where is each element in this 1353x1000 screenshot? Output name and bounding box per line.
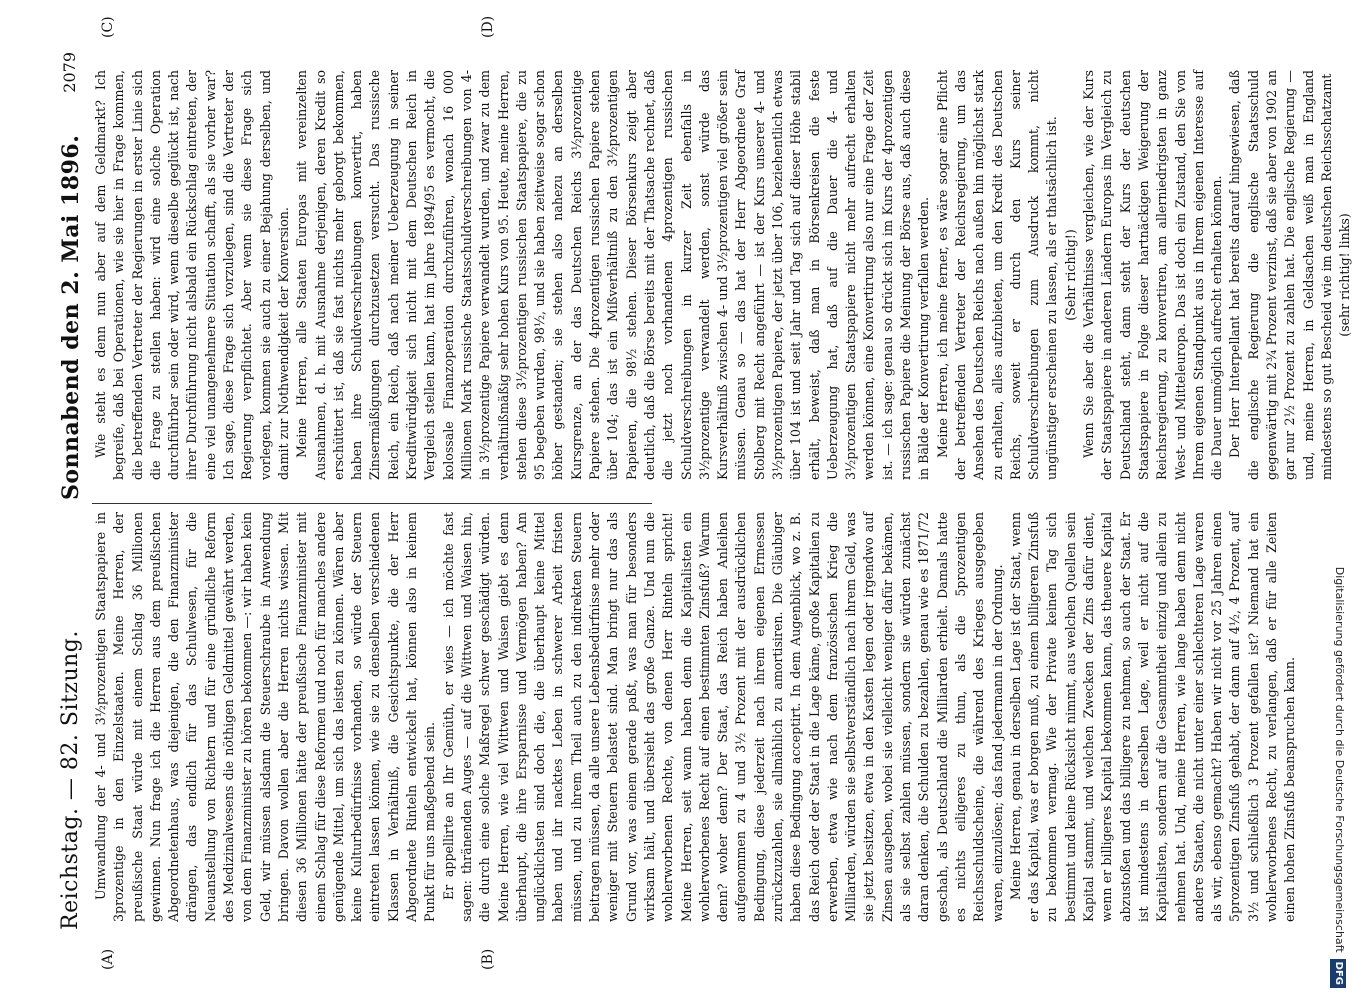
left-column (92, 512, 1300, 922)
interjection: (sehr richtig! links) (1337, 213, 1353, 337)
dfg-sidebar (1331, 8, 1347, 988)
dfg-credit (1331, 8, 1347, 988)
paragraph: Meine Herren, genau in derselben Lage ist der Staat, wenn er das Kapital, was er borgen muß, zu einem billigeren Zinsfuß zu bekommen vermag. Wie der Private keinen Tag sich bestimmt und keine Rücksicht nimmt, aus welchen Quellen sein Kapital stammt, und welchen Zwecken der Zins dafür dient, wenn er billigeres Kapital bekommen kann, das theuere Kapital abzustoßen und das billigere zu nehmen, so auch der Staat. Er ist mindestens in derselben Lage, weil er nicht auf die Kapitalisten, sondern auf die Gesammtheit einzig und allein zu nehmen hat. Und, meine Herren, wie lange haben denn nicht andere Staaten, die nicht unter einer schlechteren Lage waren als wir, ebenso gemacht? Haben wir nicht vor 25 Jahren einen 5prozentigen Zinsfuß gehabt, der dann auf 4½, 4 Prozent, auf 3½ und schließlich 3 Prozent gefallen ist? Niemand hat ein wohlerworbenes Recht, zu verlangen, daß er für alle Zeiten einen hohen Zinsfuß beanspruchen kann. (1007, 512, 1298, 922)
margin-marker-a: (A) (100, 948, 116, 970)
interjection: (Sehr richtig!) (1062, 229, 1078, 321)
margin-marker-c: (C) (100, 16, 116, 38)
right-column (92, 70, 1353, 480)
paragraph: Meine Herren, ich meine ferner, es wäre sogar eine Pflicht der betreffenden Vertreter der Reichsregierung, um das Ansehen des Deutschen Reichs nach außen hin möglichst stark zu erhalten, alles aufzubieten, um den Kredit des Deutschen Reichs, soweit er durch den Kurs seiner Schuldverschreibungen zum Ausdruck kommt, nicht ungünstiger erscheinen zu lassen, als er thatsächlich ist. (934, 70, 1060, 480)
paragraph: Wie steht es denn nun aber auf dem Geldmarkt? Ich begreife, daß bei Operationen, wie sie hier in Frage kommen, die betreffenden Vertreter der Regierungen in erster Linie sich die Frage zu stellen haben: wird eine solche Operation durchführbar sein oder wird, wenn dieselbe geglückt ist, nach ihrer Durchführung nicht alsbald ein Rückschlag eintreten, der eine viel unangenehmere Situation schafft, als sie vorher war? Ich sage, diese Frage sich vorzulegen, sind die Vertreter der Regierung verpflichtet. Aber wenn sie diese Frage sich vorlegen, kommen sie auch zu einer Bejahung derselben, und damit zur Nothwendigkeit der Konversion. (93, 70, 291, 480)
dfg-logo: DFG (1330, 959, 1346, 988)
page-number: 2079 (60, 52, 79, 93)
column-divider (92, 503, 652, 504)
paragraph: Er appellirte an Ihr Gemüth, er wies — ich möchte fast sagen: thränenden Auges — auf die Wittwen und Waisen hin, die durch eine solche Maßregel schwer geschädigt würden. Meine Herren, wie viel Wittwen und Waisen giebt es denn überhaupt, die ihre Ersparnisse und Vermögen haben? Am unglücklichsten sind doch die, die überhaupt keine Mittel haben und ihr nacktes Leben in schwerer Arbeit fristen müssen, und zu ihrem Theil auch zu den indirekten Steuern beitragen müssen, da alle unsere Lebensbedürfnisse mehr oder weniger mit Steuern belastet sind. Man bringt nur das als Grund vor, was einem gerade paßt, was man für besonders wirksam hält, und übersieht das große Ganze. Und nun die wohlerworbenen Rechte, von denen Herr Rinteln spricht! Meine Herren, seit wann haben denn die Kapitalisten ein wohlerworbenes Recht auf einen bestimmten Zinsfuß? Warum denn? woher denn? Der Staat, das Reich haben Anleihen aufgenommen zu 4 und 3½ Prozent mit der ausdrücklichen Bedingung, diese jederzeit nach ihrem eigenen Ermessen zurückzuzahlen, sie allmählich zu amortisiren. Die Gläubiger haben diese Bedingung acceptirt. In dem Augenblick, wo z. B. das Reich oder der Staat in die Lage käme, große Kapitalien zu erwerben, etwa wie nach dem französischen Krieg die Milliarden, würden sie selbstverständlich nach ihrem Geld, was sie jetzt besitzen, etwa in den Kasten legen oder irgendwo auf Zinsen ausgeben, wobei sie vielleicht weniger dafür bekämen, als sie selbst zahlen müssen, sondern sie würden zunächst daran denken, die Schulden zu bezahlen, genau wie es 1871/72 geschah, als Deutschland die Milliarden erhielt. Damals hatte es nichts eiligeres zu thun, als die 5prozentigen Reichsschuldscheine, die während des Krieges ausgegeben waren, einzulösen; das fand jedermann in der Ordnung. (440, 512, 1005, 922)
paragraph: Meine Herren, alle Staaten Europas mit vereinzelten Ausnahmen, d. h. mit Ausnahme derjenigen, deren Kredit so erschüttert ist, daß sie fast nichts mehr geborgt bekommen, haben ihre Schuldverschreibungen konvertirt, haben Zinsermäßigungen durchzusetzen versucht. Das russische Reich, ein Reich, daß nach meiner Ueberzeugung in seiner Kreditwürdigkeit sich nicht mit dem Deutschen Reich in Vergleich stellen kann, hat im Jahre 1894/95 es vermocht, die kolossale Finanzoperation durchzuführen, wonach 16 000 Millionen Mark russische Staatsschuldverschreibungen von 4- in 3½prozentige Papiere verwandelt wurden, und zwar zu dem verhältnißmäßig sehr hohen Kurs von 95. Heute, meine Herren, stehen diese 3½prozentigen russischen Staatspapiere, die zu 95 begeben wurden, 98½, und sie haben zeitweise sogar schon höher gestanden; sie stehen also nahezu an derselben Kursgrenze, an der das Deutschen Reichs 3½prozentige Papiere stehen. Die 4prozentigen russischen Papiere stehen über 104; das ist ein Mißverhältniß zu den 3½prozentigen Papieren, die 98½ stehen. Dieser Börsenkurs zeigt aber deutlich, daß die Börse bereits mit der Thatsache rechnet, daß die jetzt noch vorhandenen 4prozentigen russischen Schuldverschreibungen in kurzer Zeit ebenfalls in 3½prozentige verwandelt werden, sonst würde das Kursverhältniß zwischen 4- und 3½prozentigen viel größer sein müssen. Genau so — das hat der Herr Abgeordnete Graf Stolberg mit Recht angeführt — ist der Kurs unserer 4- und 3½prozentigen Papiere, der jetzt über 106, beziehentlich etwas über 104 ist und seit Jahr und Tag sich auf dieser Höhe stabil erhält, beweist, daß man in Börsenkreisen die feste Ueberzeugung hat, daß auf die Dauer die 4- und 3½prozentigen Staatspapiere nicht mehr aufrecht erhalten werden können, eine Konvertirung also nur eine Frage der Zeit ist. — ich sage: genau so drückt sich im Kurs der 4prozentigen russischen Papiere die Meinung der Börse aus, daß auch diese in Bälde der Konvertirung verfallen werden. (294, 70, 932, 480)
header-date: Sonnabend den 2. Mai 1896. (58, 134, 84, 500)
margin-marker-b: (B) (480, 948, 496, 970)
margin-marker-d: (D) (480, 15, 496, 38)
paragraph: Umwandlung der 4- und 3½prozentigen Staatspapiere in 3prozentige in den Einzelstaaten. Meine Herren, der preußische Staat würde mit einem Schlag 36 Millionen gewinnen. Nun frage ich die Herren aus dem preußischen Abgeordnetenhaus, was diejenigen, die den Finanzminister drängen, das endlich für das Schulwesen, für die Neuanstellung von Richtern und für eine gründliche Reform des Medizinalwesens die nöthigen Geldmittel gewährt werden, von dem Finanzminister zu hören bekommen —: wir haben kein Geld, wir müssen alsdann die Steuerschraube in Anwendung bringen. Davon wollen aber die Herren nichts wissen. Mit diesen 36 Millionen hätte der preußische Finanzminister mit einem Schlag für diese Reformen und noch für manches andere genügende Mittel, um sich das leisten zu können. Wären aber keine Kulturbedürfnisse vorhanden, so würde der Steuern eintreten lassen können, wie sie zu denselben verschiedenen Klassen in Verhältniß, die Gesichtspunkte, die der Herr Abgeordnete Rinteln entwickelt hat, können also in keinem Punkt für uns maßgebend sein. (93, 512, 438, 922)
dfg-credit-text: Digitalisierung gefördert durch die Deutsche Forschungsgemeinschaft (1333, 566, 1346, 953)
header-session: Reichstag. — 82. Sitzung. (58, 630, 83, 930)
paragraph: Wenn Sie aber die Verhältnisse vergleichen, wie der Kurs der Staatspapiere in anderen Ländern Europas im Vergleich zu Deutschland steht, dann steht der Kurs der deutschen Staatspapiere in Folge dieser hartnäckigen Weigerung der Reichsregierung, zu konvertiren, am allerniedrigsten in ganz West- und Mitteleuropa. Das ist doch ein Zustand, den Sie von Ihrem eigenen Standpunkt aus in Ihrem eigenen Interesse auf die Dauer unmöglich aufrecht erhalten können. (1081, 70, 1225, 480)
paragraph: Der Herr Interpellant hat bereits darauf hingewiesen, daß die englische Regierung die englische Staatsschuld gegenwärtig mit 2¾ Prozent verzinst, daß sie aber von 1902 an gar nur 2½ Prozent zu zahlen hat. Die englische Regierung — und, meine Herren, in Geldsachen weiß man in England mindestens so gut Bescheid wie im deutschen Reichsschatzamt (1227, 70, 1334, 480)
